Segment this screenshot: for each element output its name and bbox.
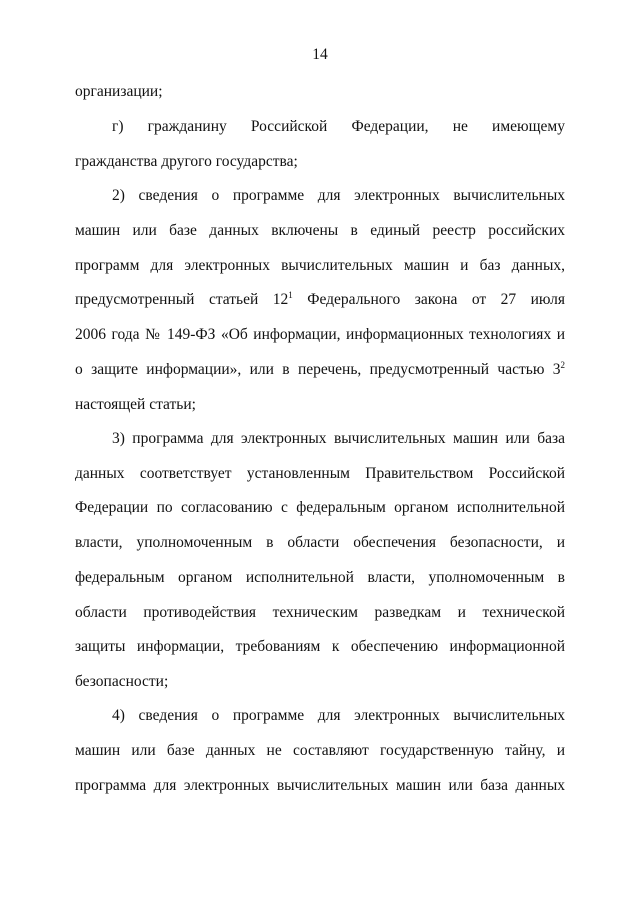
footnote-superscript: 2 [560, 360, 565, 370]
text-line: 2006 года № 149-ФЗ «Об информации, информационных технологиях и [75, 326, 565, 343]
page-number: 14 [312, 46, 328, 63]
text-line: г) гражданину Российской Федерации, не имеющему [112, 118, 565, 135]
text-line: предусмотренный статьей $12^1$ Федерального закона от 27 июля [75, 290, 565, 308]
text-line: организации; [75, 83, 163, 100]
text-line: настоящей статьи; [75, 396, 196, 413]
text-line: машин или базе данных включены в единый реестр российских [75, 222, 565, 239]
text-line: программа для электронных вычислительных машин или база данных [75, 777, 565, 794]
text-line: 2) сведения о программе для электронных вычислительных [112, 187, 565, 204]
text-line: 3) программа для электронных вычислительных машин или база [112, 430, 565, 447]
footnote-superscript: 1 [288, 290, 293, 300]
text-line: 4) сведения о программе для электронных вычислительных [112, 707, 565, 724]
text-line: безопасности; [75, 673, 169, 690]
text-line: о защите информации», или в перечень, предусмотренный частью $3^2$ [75, 360, 565, 378]
text-line: данных соответствует установленным Правительством Российской [75, 465, 565, 482]
text-line: гражданства другого государства; [75, 153, 298, 170]
text-line: защиты информации, требованиям к обеспечению информационной [75, 638, 565, 655]
text-line: федеральным органом исполнительной власти, уполномоченным в [75, 569, 565, 586]
text-line: машин или базе данных не составляют государственную тайну, и [75, 742, 565, 759]
text-line: Федерации по согласованию с федеральным органом исполнительной [75, 499, 565, 516]
text-line: области противодействия техническим разведкам и технической [75, 604, 565, 621]
text-line: власти, уполномоченным в области обеспечения безопасности, и [75, 534, 565, 551]
text-line: программ для электронных вычислительных машин и баз данных, [75, 257, 565, 274]
